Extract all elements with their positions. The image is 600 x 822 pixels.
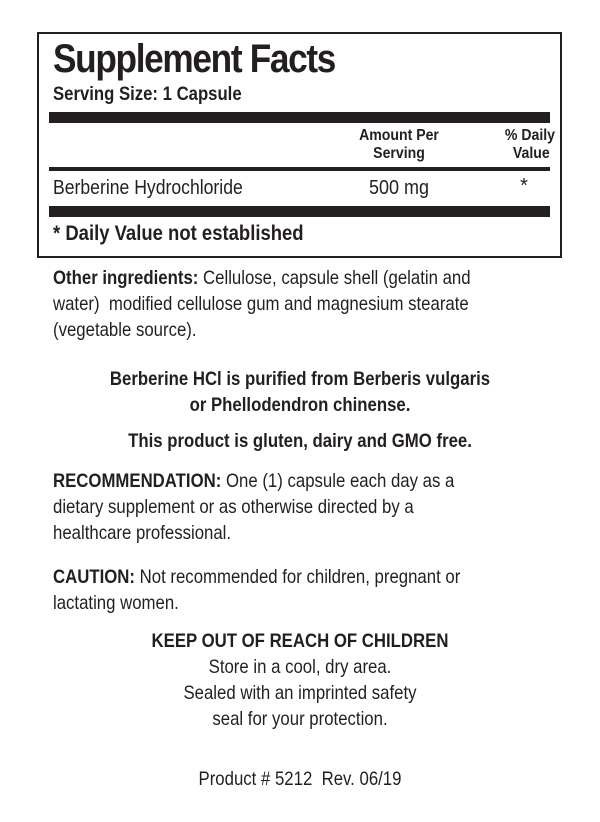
recommendation-text: One (1) capsule each day as a <box>221 470 455 492</box>
ingredient-amount: 500 mg <box>368 177 430 199</box>
divider-thin <box>49 167 550 171</box>
divider-thick <box>49 112 550 123</box>
column-header-daily-value <box>486 127 555 163</box>
caution-text: lactating women. <box>53 592 179 614</box>
column-header-amount-line2: Serving <box>373 145 425 162</box>
recommendation-text: healthcare professional. <box>53 522 232 544</box>
keep-away-warning: KEEP OUT OF REACH OF CHILDREN <box>151 630 449 652</box>
other-ingredients-text: water) modified cellulose gum and magnesium stearate <box>53 293 469 315</box>
source-statement-line: or Phellodendron chinense. <box>189 394 411 416</box>
source-statement-line: Berberine HCl is purified from Berberis vulgaris <box>109 368 491 390</box>
panel-title: Supplement Facts <box>53 37 336 81</box>
column-header-dv-line1: % Daily <box>504 127 555 144</box>
ingredient-name: Berberine Hydrochloride <box>53 177 243 199</box>
product-number: Product # 5212 Rev. 06/19 <box>198 768 402 790</box>
column-header-amount <box>351 127 448 163</box>
other-ingredients-label: Other ingredients: <box>53 267 199 289</box>
other-ingredients-text: Cellulose, capsule shell (gelatin and <box>198 267 471 289</box>
recommendation <box>53 468 535 546</box>
caution <box>53 564 535 616</box>
daily-value-footnote: * Daily Value not established <box>53 222 304 245</box>
ingredient-daily-value: * <box>520 175 528 197</box>
caution-text: Not recommended for children, pregnant or <box>134 566 461 588</box>
storage-line: seal for your protection. <box>212 708 388 730</box>
column-header-dv-line2: Value <box>512 145 550 162</box>
other-ingredients-text: (vegetable source). <box>53 319 197 341</box>
free-from-statement: This product is gluten, dairy and GMO free. <box>128 430 472 452</box>
recommendation-label: RECOMMENDATION: <box>53 470 222 492</box>
recommendation-text: dietary supplement or as otherwise directed by a <box>53 496 414 518</box>
caution-label: CAUTION: <box>53 566 135 588</box>
other-ingredients <box>53 265 535 343</box>
storage-line: Sealed with an imprinted safety <box>183 682 417 704</box>
column-header-amount-line1: Amount Per <box>359 127 439 144</box>
storage-info <box>42 628 558 732</box>
serving-size: Serving Size: 1 Capsule <box>53 84 242 105</box>
source-statement <box>42 366 558 418</box>
divider-thick <box>49 206 550 217</box>
supplement-facts-panel <box>37 32 562 258</box>
storage-line: Store in a cool, dry area. <box>208 656 392 678</box>
